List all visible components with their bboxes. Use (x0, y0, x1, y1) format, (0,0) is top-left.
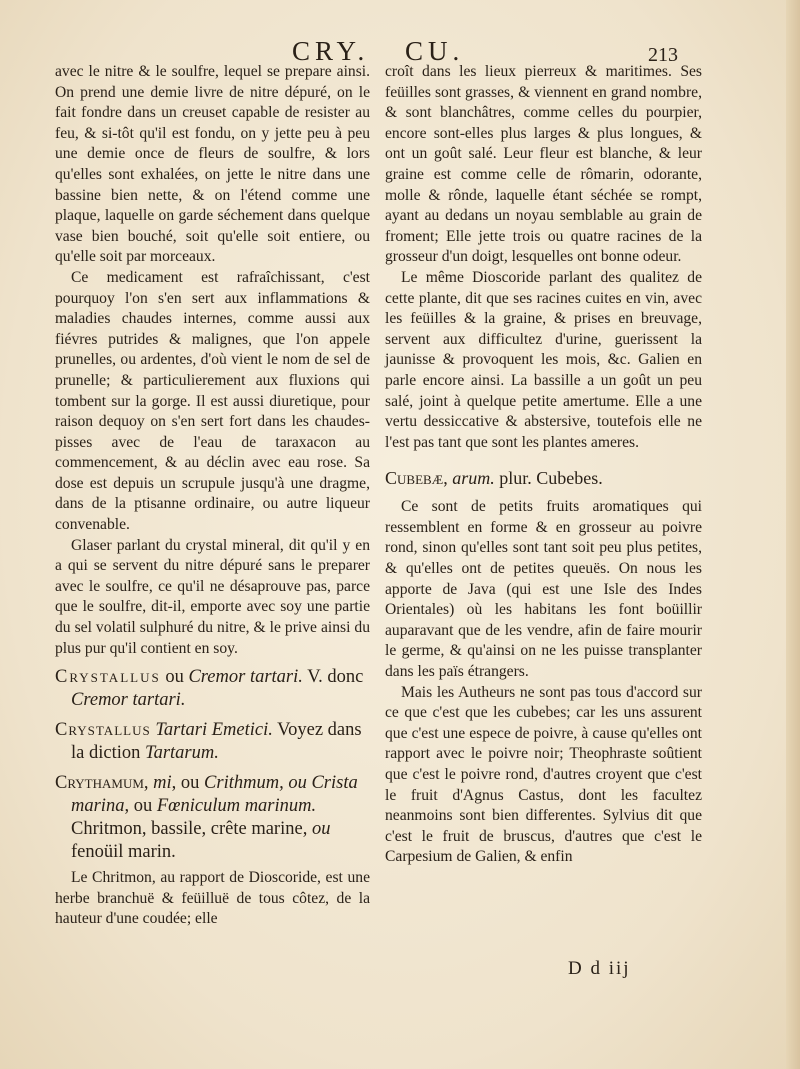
entry-text: ou (160, 667, 189, 688)
paragraph: Glaser parlant du crystal mineral, dit qu'il y en a qui se servent du nitre dépuré sans le preparer avec le soulfre, ce qu'il ne désaprouve pas, parce que le soulfre, dit-il, emporte avec soy une partie du sel volatil sulphuré du nitre, & le prive ainsi du plus pur qu'il contient en soy. (55, 536, 370, 657)
right-column (385, 62, 702, 868)
entry-headword: Crystallus (55, 720, 151, 741)
entry-italic: Cremor tartari. (71, 690, 186, 711)
entry-text: fenoüil marin. (71, 842, 176, 863)
paragraph: avec le nitre & le soulfre, lequel se prepare ainsi. On prend une demie livre de nitre dépuré, on le fait fondre dans un creuset capable de resister au feu, & si-tôt qu'il est fondu, on y jette peu à peu une demie once de fleurs de soulfre, & lors qu'elles sont exhalées, on jette le nitre dans une bassine bien nette, & on l'étend comme une plaque, laquelle on garde séchement dans quelque vase bien bouché, soit qu'elle soit entiere, ou qu'elle soit par morceaux. (55, 63, 370, 266)
dictionary-entry (55, 772, 370, 864)
paragraph: Le Chritmon, au rapport de Dioscoride, est une herbe branchuë & feüilluë de tous côtez, de la hauteur d'une coudée; elle (55, 869, 370, 928)
entry-italic: mi (153, 773, 172, 794)
entry-italic: Tartari Emetici. (155, 720, 273, 741)
dictionary-entry (55, 719, 370, 765)
paragraph: Ce sont de petits fruits aromatiques qui ressemblent en forme & en grosseur au poivre rond, sinon qu'elles sont tant soit peu plus petites, & qu'elles ont de petites queuës. On nous les apporte de Java (qui est une Isle des Indes Orientales) où les habitans les font boüillir auparavant que de les vendre, afin de faire mourir le germe, & qu'ainsi on ne les puisse transplanter dans les païs étrangers. (385, 498, 702, 681)
entry-text: , (143, 773, 154, 794)
entry-italic: ou (311, 819, 331, 840)
entry-text: Voyez dans la diction (71, 720, 362, 764)
header-right: CU. (405, 36, 465, 66)
entry-italic: Fœniculum marinum. (156, 796, 317, 817)
dictionary-heading: Cubebæ, arum. plur. Cubebes. (385, 468, 603, 489)
entry-italic: Crithmum, ou Crista marina (71, 773, 358, 817)
paragraph: croît dans les lieux pierreux & maritimes. Ses feüilles sont grasses, & viennent en grand nombre, & sont blanchâtres, comme celles du pourpier, encore sont-elles plus larges & plus longues, & ont un goût salé. Leur fleur est blanche, & leur graine est comme celle de rômarin, odorante, molle & rônde, laquelle étant séchée se rompt, ayant au dedans un noyau semblable au grain de froment; Elle jette trois ou quatre racines de la grosseur d'un doigt, lesquelles ont bonne odeur. (385, 63, 702, 266)
dictionary-entry (55, 666, 370, 712)
left-column (55, 62, 370, 930)
signature-mark: D d iij (568, 958, 631, 979)
entry-text: V. donc (302, 667, 364, 688)
paragraph: Mais les Autheurs ne sont pas tous d'accord sur ce que c'est que les cubebes; car les uns assurent que c'est une espece de poivre, à cause qu'elles ont rapport avec le poivre noir; Theophraste soûtient que c'est le poivre rond, d'autres croyent que c'est le fruit d'Agnus Castus, dont les facultez neanmoins sont bien differentes. Sylvius dit que c'est le fruit de bruscus, d'autres que c'est le Carpesium de Galien, & enfin (385, 683, 702, 866)
header-left: CRY. (292, 36, 370, 66)
entry-headword: Crystallus (55, 667, 161, 688)
entry-text: , ou (124, 796, 157, 817)
entry-italic: Cremor tartari. (188, 667, 303, 688)
paragraph: Le même Dioscoride parlant des qualitez de cette plante, dit que ses racines cuites en vin, avec les feüilles & la graine, & prises en breuvage, servent aux difficultez d'urine, guerissent la jaunisse & provoquent les mois, &c. Galien en parle encore ainsi. La bassille a un goût un peu salé, joint à quelque petite amertume. Elle a une vertu dessiccative & abstersive, toutefois elle ne l'est pas tant que sont les plantes ameres. (385, 268, 702, 451)
paragraph: Ce medicament est rafraîchissant, c'est pourquoy l'on s'en sert aux inflammations & maladies chaudes internes, comme aussi aux fiévres putrides & malignes, que l'on appele prunelles, ou ardentes, d'où vient le nom de sel de prunelle; & particulierement aux fluxions qui tombent sur la gorge. Il est aussi diuretique, pour raison dequoy on s'en sert fort dans les chaudes-pisses avec de l'eau de taraxacon au commencement, & au déclin avec eau rose. Sa dose est depuis un scrupule jusqu'à une dragme, dans de la ptisanne ordinaire, ou autre liqueur convenable. (55, 268, 370, 534)
entry-text: , ou (171, 773, 205, 794)
entry-italic: arum. (452, 468, 495, 489)
page-number: 213 (648, 44, 678, 66)
entry-text: plur. Cubebes. (494, 468, 603, 489)
entry-text: Chritmon, bassile, crête marine, (71, 819, 312, 840)
entry-headword: Cubebæ (385, 468, 444, 489)
page-edge (786, 0, 800, 1069)
entry-italic: Tartarum. (144, 743, 219, 764)
entry-headword: Crythamum (55, 773, 144, 794)
